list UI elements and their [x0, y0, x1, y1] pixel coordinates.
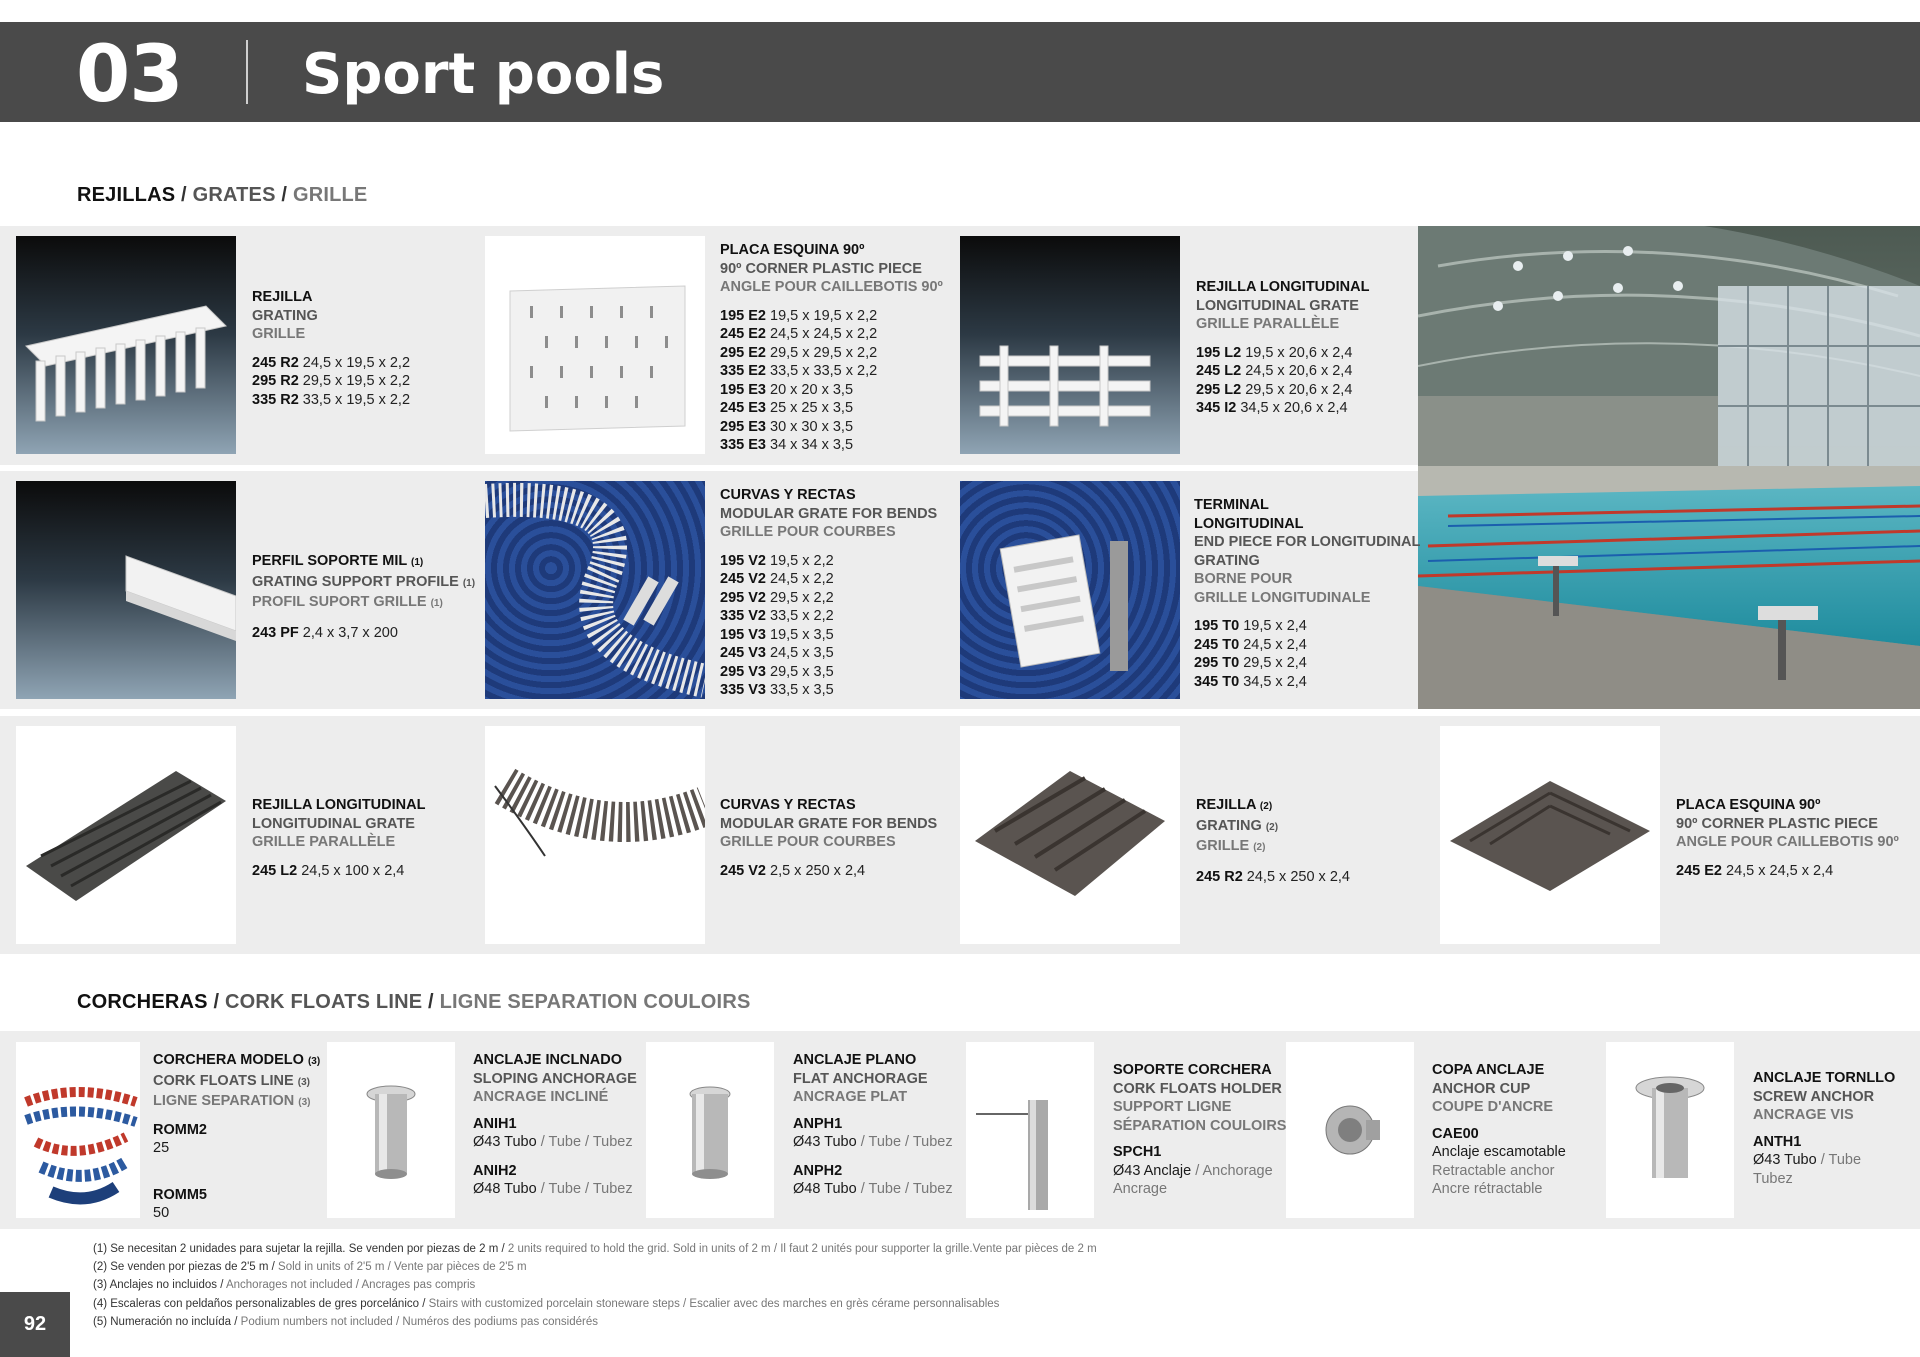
end-piece-image [960, 481, 1180, 699]
product-code: ANIH1 [473, 1115, 517, 1132]
footnotes [93, 1240, 1097, 1331]
product-code: ROMM2 [153, 1121, 207, 1138]
section-title-en: GRATES [192, 184, 276, 206]
product-longitudinal-grate [1196, 278, 1369, 418]
product-name-es: CORCHERA MODELO (3) [153, 1052, 321, 1068]
product-modular-bend [720, 486, 937, 700]
grating-image [16, 236, 236, 454]
product-value-en: Retractable anchor [1432, 1162, 1555, 1179]
product-name-en-2: GRATING [1194, 552, 1260, 569]
spec-row: 295 E3 30 x 30 x 3,5 [720, 418, 854, 435]
spec-row: 335 E3 34 x 34 x 3,5 [720, 437, 854, 453]
product-name-en: MODULAR GRATE FOR BENDS [720, 505, 938, 522]
title-separator: / [181, 184, 187, 206]
title-separator: / [428, 991, 434, 1013]
product-value: Ø43 Tubo / Tube / Tubez [473, 1134, 633, 1150]
section-title-es: CORCHERAS [77, 991, 208, 1013]
page-number: 92 [0, 1292, 70, 1357]
spec-row: 195 E3 20 x 20 x 3,5 [720, 381, 854, 398]
product-dark-grating [1196, 796, 1350, 886]
cork-float-illustration [16, 1042, 140, 1218]
flat-anchorage-illustration [646, 1042, 774, 1218]
product-value: Ø43 Tubo / Tube / Tubez [793, 1134, 953, 1150]
product-name-en: FLAT ANCHORAGE [793, 1070, 928, 1087]
product-grating [252, 288, 410, 409]
spec-row: 245 E2 24,5 x 24,5 x 2,2 [720, 326, 878, 342]
spec-row: 245 E3 25 x 25 x 3,5 [720, 400, 854, 416]
product-name-es: CURVAS Y RECTAS [720, 797, 856, 813]
product-name-en: CORK FLOATS HOLDER [1113, 1080, 1282, 1097]
support-profile-illustration [16, 481, 236, 699]
product-name-es: TERMINAL [1194, 497, 1269, 513]
sloping-anchorage [473, 1051, 637, 1199]
dark-corner-piece-illustration [1440, 726, 1660, 944]
product-value: Ø43 Anclaje / Anchorage [1113, 1162, 1273, 1179]
screw-anchor-illustration [1606, 1042, 1734, 1218]
spec-row: 195 E2 19,5 x 19,5 x 2,2 [720, 307, 878, 324]
product-code: CAE00 [1432, 1125, 1479, 1142]
spec-row: 243 PF 2,4 x 3,7 x 200 [252, 624, 398, 641]
product-name-en: 90º CORNER PLASTIC PIECE [1676, 815, 1878, 832]
chapter-number: 03 [76, 30, 183, 120]
sloping-anchorage-image [327, 1042, 455, 1218]
spec-row: 245 R2 24,5 x 250 x 2,4 [1196, 868, 1350, 885]
product-dark-longitudinal-grate [252, 796, 425, 880]
spec-row: 245 T0 24,5 x 2,4 [1194, 636, 1307, 653]
grilles-section-title [77, 184, 367, 207]
footnote: (5) Numeración no incluída / Podium numbers not included / Numéros des podiums pas considérés [93, 1315, 598, 1328]
cork-float-image [16, 1042, 140, 1218]
anchor-cup-illustration [1286, 1042, 1414, 1218]
title-separator: / [281, 184, 288, 206]
cork-float-line [153, 1051, 320, 1223]
spec-row: 245 L2 24,5 x 20,6 x 2,4 [1196, 363, 1353, 379]
product-name-es: REJILLA LONGITUDINAL [252, 797, 426, 813]
product-code: ANTH1 [1753, 1133, 1802, 1150]
spec-row: 195 V2 19,5 x 2,2 [720, 552, 834, 569]
product-name-fr: GRILLE PARALLÈLE [1196, 316, 1340, 332]
product-name-fr: GRILLE POUR COURBES [720, 834, 896, 850]
product-name-es: ANCLAJE INCLNADO [473, 1052, 623, 1068]
end-piece-illustration [960, 481, 1180, 699]
screw-anchor-image [1606, 1042, 1734, 1218]
spec-row: 195 T0 19,5 x 2,4 [1194, 618, 1307, 634]
product-name-fr: SUPPORT LIGNE [1113, 1099, 1232, 1115]
cork-section-title [77, 991, 751, 1014]
spec-row: 295 T0 29,5 x 2,4 [1194, 655, 1307, 671]
support-profile-image [16, 481, 236, 699]
product-code: ANIH2 [473, 1162, 517, 1179]
dark-grating-illustration [960, 726, 1180, 944]
spec-row: 245 V3 24,5 x 3,5 [720, 645, 834, 661]
spec-row: 195 L2 19,5 x 20,6 x 2,4 [1196, 344, 1353, 361]
product-name-fr: GRILLE PARALLÈLE [252, 834, 396, 850]
product-name-fr: GRILLE (2) [1196, 838, 1266, 854]
product-code: ROMM5 [153, 1186, 207, 1203]
chapter-title: Sport pools [302, 42, 665, 107]
product-name-en: GRATING (2) [1196, 817, 1279, 834]
dark-modular-bend-image [485, 726, 705, 944]
modular-bend-illustration [485, 481, 705, 699]
product-code: ANPH2 [793, 1162, 843, 1179]
spec-row: 295 V3 29,5 x 3,5 [720, 663, 834, 680]
product-name-en: LONGITUDINAL GRATE [1196, 297, 1359, 314]
product-value: Ø43 Tubo / Tube [1753, 1152, 1862, 1168]
pool-photo-illustration [1418, 226, 1920, 709]
section-title-fr: GRILLE [292, 184, 368, 206]
product-name-en: MODULAR GRATE FOR BENDS [720, 815, 938, 832]
section-title-fr: LIGNE SEPARATION COULOIRS [439, 991, 751, 1013]
dark-corner-piece-image [1440, 726, 1660, 944]
spec-row: 295 E2 29,5 x 29,5 x 2,2 [720, 344, 878, 361]
product-name-en: LONGITUDINAL GRATE [252, 815, 415, 832]
product-value-fr: Tubez [1753, 1170, 1793, 1187]
dark-grating-image [960, 726, 1180, 944]
sloping-anchorage-illustration [327, 1042, 455, 1218]
corner-piece-illustration [485, 236, 705, 454]
spec-row: 295 L2 29,5 x 20,6 x 2,4 [1196, 381, 1353, 398]
spec-row: 245 L2 24,5 x 100 x 2,4 [252, 862, 405, 879]
spec-row: 345 T0 34,5 x 2,4 [1194, 673, 1307, 690]
spec-row: 335 R2 33,5 x 19,5 x 2,2 [252, 391, 411, 408]
corner-piece-image [485, 236, 705, 454]
spec-row: 245 R2 24,5 x 19,5 x 2,2 [252, 354, 411, 371]
dark-longitudinal-grate-illustration [16, 726, 236, 944]
dark-modular-bend-illustration [485, 726, 705, 944]
product-value-fr: Ancrage [1113, 1181, 1168, 1197]
spec-row: 245 V2 24,5 x 2,2 [720, 571, 834, 587]
spec-row: 335 E2 33,5 x 33,5 x 2,2 [720, 363, 878, 379]
product-name-es: REJILLA [252, 289, 313, 305]
product-end-piece [1194, 496, 1420, 691]
product-name-es: SOPORTE CORCHERA [1113, 1062, 1272, 1078]
product-code: SPCH1 [1113, 1144, 1162, 1160]
product-value: Ø48 Tubo / Tube / Tubez [473, 1181, 633, 1197]
product-name-en: CORK FLOATS LINE (3) [153, 1072, 310, 1089]
spec-row: 345 I2 34,5 x 20,6 x 2,4 [1196, 400, 1348, 416]
footnote: (1) Se necesitan 2 unidades para sujetar la rejilla. Se venden por piezas de 2 m / 2 units required to hold the grid. Sold in units of 2 m / Il faut 2 unités pour supporter la grille.Vente par pièces de 2 m [93, 1243, 1097, 1255]
product-name-en: SCREW ANCHOR [1753, 1088, 1875, 1105]
product-name-es: PERFIL SOPORTE MIL (1) [252, 553, 424, 569]
product-value: 25 [153, 1140, 170, 1156]
modular-bend-image [485, 481, 705, 699]
product-name-fr: BORNE POUR [1194, 571, 1293, 587]
product-name-fr: LIGNE SEPARATION (3) [153, 1093, 311, 1109]
page-header [0, 22, 1920, 122]
product-dark-corner-piece [1676, 796, 1899, 880]
dark-longitudinal-grate-image [16, 726, 236, 944]
spec-row: 335 V3 33,5 x 3,5 [720, 682, 834, 698]
footnote: (4) Escaleras con peldaños personalizables de gres porcelánico / Stairs with customized porcelain stoneware steps / Escalier avec des marches en grès cérame personnalisables [93, 1297, 1000, 1310]
product-name-es: REJILLA LONGITUDINAL [1196, 279, 1370, 295]
product-name-es: CURVAS Y RECTAS [720, 487, 856, 503]
spec-row: 335 V2 33,5 x 2,2 [720, 608, 834, 624]
product-name-fr: ANCRAGE PLAT [793, 1089, 908, 1105]
footnote: (2) Se venden por piezas de 2'5 m / Sold in units of 2'5 m / Vente par pièces de 2'5 m [93, 1261, 527, 1274]
spec-row: 295 V2 29,5 x 2,2 [720, 589, 834, 606]
product-name-fr: ANCRAGE VIS [1753, 1107, 1854, 1123]
longitudinal-grate-image [960, 236, 1180, 454]
footnote: (3) Anclajes no incluidos / Anchorages not included / Ancrages pas compris [93, 1279, 476, 1292]
product-dark-modular-bend [720, 796, 937, 880]
spec-row: 245 V2 2,5 x 250 x 2,4 [720, 862, 866, 879]
flat-anchorage-image [646, 1042, 774, 1218]
product-name-fr: PROFIL SUPORT GRILLE (1) [252, 594, 443, 610]
product-name-fr: ANCRAGE INCLINÉ [473, 1089, 609, 1105]
product-name-en: END PIECE FOR LONGITUDINAL [1194, 534, 1421, 550]
flat-anchorage [793, 1051, 953, 1199]
product-name-en: ANCHOR CUP [1432, 1080, 1531, 1097]
anchor-cup-image [1286, 1042, 1414, 1218]
title-separator: / [213, 991, 220, 1013]
product-name-en: GRATING [252, 307, 318, 324]
spec-row: 195 V3 19,5 x 3,5 [720, 626, 834, 643]
longitudinal-grate-illustration [960, 236, 1180, 454]
section-title-en: CORK FLOATS LINE [225, 991, 423, 1013]
product-name-en: SLOPING ANCHORAGE [473, 1070, 637, 1087]
pool-photo [1418, 226, 1920, 709]
product-support-profile [252, 552, 475, 642]
product-corner-piece [720, 241, 943, 455]
product-code: ANPH1 [793, 1115, 843, 1132]
product-name-es: PLACA ESQUINA 90º [1676, 797, 1821, 813]
product-name-fr-2: SÉPARATION COULOIRS [1113, 1117, 1287, 1134]
grating-illustration [16, 236, 236, 454]
product-value: Anclaje escamotable [1432, 1144, 1566, 1160]
product-name-fr: COUPE D'ANCRE [1432, 1099, 1554, 1115]
spec-row: 295 R2 29,5 x 19,5 x 2,2 [252, 373, 411, 389]
spec-row: 245 E2 24,5 x 24,5 x 2,4 [1676, 862, 1834, 879]
screw-anchor [1753, 1069, 1895, 1188]
product-name-fr: ANGLE POUR CAILLEBOTIS 90º [1676, 834, 1899, 850]
product-name-fr: GRILLE [252, 326, 306, 342]
product-name-fr: ANGLE POUR CAILLEBOTIS 90º [720, 279, 943, 295]
cork-holder-image [966, 1042, 1094, 1218]
product-name-es: ANCLAJE TORNLLO [1753, 1070, 1896, 1086]
section-title-es: REJILLAS [77, 184, 176, 206]
product-value: 50 [153, 1205, 170, 1221]
product-name-fr: GRILLE POUR COURBES [720, 524, 896, 540]
product-value-fr: Ancre rétractable [1432, 1181, 1543, 1197]
product-name-en: GRATING SUPPORT PROFILE (1) [252, 573, 476, 590]
product-value: Ø48 Tubo / Tube / Tubez [793, 1181, 953, 1197]
product-name-es: COPA ANCLAJE [1432, 1062, 1545, 1078]
product-name-es: REJILLA (2) [1196, 797, 1273, 813]
anchor-cup [1432, 1061, 1566, 1199]
product-name-fr-2: GRILLE LONGITUDINALE [1194, 589, 1371, 606]
header-divider [246, 40, 248, 104]
cork-holder-illustration [966, 1042, 1094, 1218]
cork-holder [1113, 1061, 1286, 1199]
product-name-es: ANCLAJE PLANO [793, 1052, 917, 1068]
product-name-es: PLACA ESQUINA 90º [720, 242, 865, 258]
product-name-en: 90º CORNER PLASTIC PIECE [720, 260, 922, 277]
product-name-es-2: LONGITUDINAL [1194, 515, 1304, 532]
